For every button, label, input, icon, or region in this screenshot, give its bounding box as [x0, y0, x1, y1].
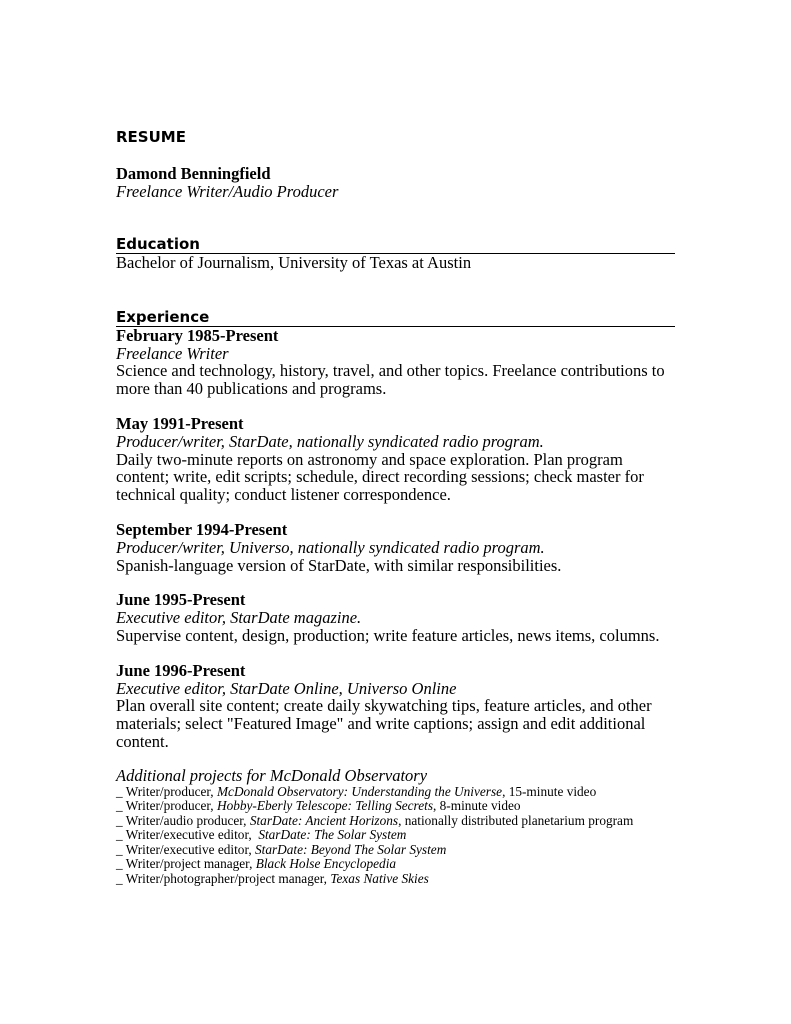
project-title: Hobby-Eberly Telescope: Telling Secrets [216, 798, 433, 814]
entry-description: Daily two-minute reports on astronomy and space exploration. Plan program content; write, edit scripts; schedule, direct recording sessions; check master for technical quality; conduct listener correspondence. [116, 449, 644, 505]
project-title: StarDate: Ancient Horizons [249, 812, 399, 828]
resume-document [116, 128, 676, 886]
project-role: _ Writer/executive editor, [116, 827, 259, 843]
experience-entry [116, 327, 676, 398]
entry-role: Executive editor, StarDate magazine. [116, 608, 362, 628]
entry-description: Plan overall site content; create daily skywatching tips, feature articles, and other materials; select "Featured Image" and write captions; assign and edit additional content. [116, 696, 652, 751]
entry-role: Producer/writer, StarDate, nationally syndicated radio program. [116, 431, 544, 451]
entry-date: September 1994-Present [116, 519, 288, 539]
list-item [116, 785, 676, 800]
education-heading: Education [116, 236, 675, 254]
entry-description: Spanish-language version of StarDate, with similar responsibilities. [116, 555, 562, 575]
project-role: _ Writer/photographer/project manager, [116, 870, 331, 886]
experience-entry [116, 662, 676, 751]
project-detail: , 8-minute video [433, 798, 521, 814]
education-text: Bachelor of Journalism, University of Texas at Austin [116, 253, 472, 272]
project-role: _ Writer/producer, [116, 798, 217, 814]
experience-list [116, 327, 676, 751]
experience-entry [116, 521, 676, 574]
list-item [116, 828, 676, 843]
person-title: Freelance Writer/Audio Producer [116, 182, 339, 201]
entry-role: Freelance Writer [116, 343, 229, 363]
project-role: _ Writer/producer, [116, 783, 217, 799]
entry-role: Executive editor, StarDate Online, Universo Online [116, 678, 457, 698]
entry-description: Supervise content, design, production; write feature articles, news items, columns. [116, 625, 660, 645]
project-title: StarDate: Beyond The Solar System [255, 841, 447, 857]
entry-date: February 1985-Present [116, 325, 279, 345]
additional-projects-heading: Additional projects for McDonald Observatory [116, 765, 428, 785]
list-item [116, 814, 676, 829]
entry-date: June 1995-Present [116, 590, 246, 610]
entry-date: May 1991-Present [116, 413, 244, 433]
entry-description: Science and technology, history, travel, and other topics. Freelance contributions to more than 40 publications and programs. [116, 361, 665, 399]
project-title: StarDate: The Solar System [258, 827, 407, 843]
document-heading: RESUME [116, 128, 186, 146]
list-item [116, 857, 676, 872]
project-role: _ Writer/project manager, [116, 856, 256, 872]
project-title: McDonald Observatory: Understanding the Universe [216, 783, 503, 799]
list-item [116, 872, 676, 887]
project-title: Texas Native Skies [330, 870, 429, 886]
project-detail: , nationally distributed planetarium program [398, 812, 634, 828]
list-item [116, 799, 676, 814]
person-name: Damond Benningfield [116, 164, 271, 183]
project-title: Black Holse Encyclopedia [255, 856, 397, 872]
additional-projects-list [116, 785, 676, 887]
project-role: _ Writer/executive editor, [116, 841, 255, 857]
entry-role: Producer/writer, Universo, nationally syndicated radio program. [116, 537, 545, 557]
list-item [116, 843, 676, 858]
experience-entry [116, 415, 676, 504]
experience-heading: Experience [116, 309, 675, 327]
experience-entry [116, 591, 676, 644]
project-role: _ Writer/audio producer, [116, 812, 250, 828]
project-detail: , 15-minute video [502, 783, 597, 799]
entry-date: June 1996-Present [116, 660, 246, 680]
